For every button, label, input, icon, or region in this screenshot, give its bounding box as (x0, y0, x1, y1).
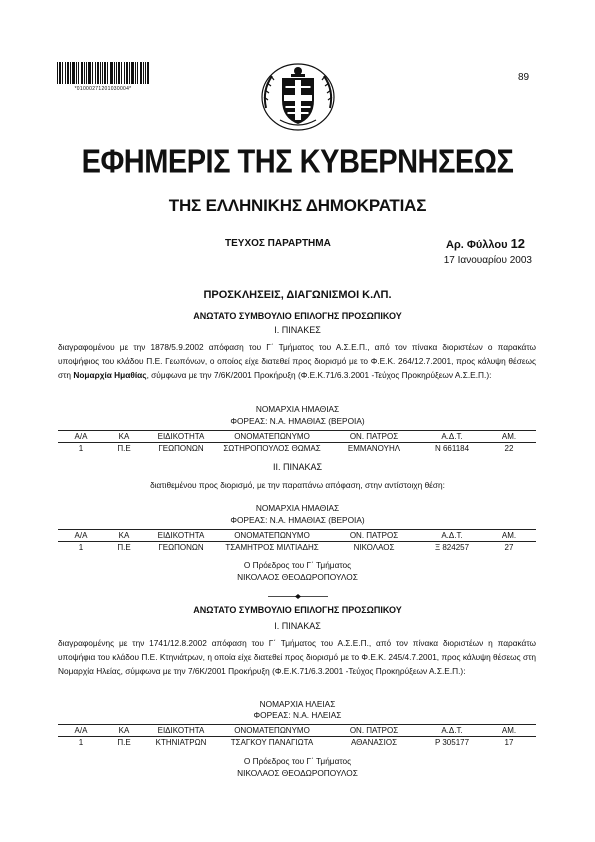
table-header-row (58, 530, 536, 542)
list-title: Ι. ΠΙΝΑΚΕΣ (274, 325, 321, 335)
col-header: ΑΜ. (482, 431, 536, 443)
cell: ΕΜΜΑΝΟΥΗΛ (347, 444, 401, 453)
cell: ΝΙΚΟΛΑΟΣ (353, 543, 395, 552)
cell: 22 (504, 444, 514, 453)
notice-paragraph: διατιθεμένου προς διορισμό, με την παραπάνω απόφαση, στην αντίστοιχη θέση: (150, 480, 445, 490)
table-header-row (58, 725, 536, 737)
col-header: ΟΝΟΜΑΤΕΠΩΝΥΜΟ (218, 530, 326, 542)
cell: Π.Ε (117, 543, 131, 552)
prefecture-name: ΝΟΜΑΡΧΙΑ ΗΛΕΙΑΣ (259, 699, 336, 709)
barcode-number: *01000271201030004* (74, 86, 132, 92)
cell: 27 (504, 543, 514, 552)
col-header: ΟΝ. ΠΑΤΡΟΣ (326, 431, 422, 443)
cell: Ν 661184 (434, 444, 470, 453)
col-header: ΕΙΔΙΚΟΤΗΤΑ (144, 431, 218, 443)
barcode (57, 62, 149, 84)
list-title: ΙΙ. ΠΙΝΑΚΑΣ (272, 462, 323, 472)
col-header: ΟΝ. ΠΑΤΡΟΣ (326, 725, 422, 737)
col-header: Α.Δ.Τ. (422, 725, 482, 737)
signature-name: ΝΙΚΟΛΑΟΣ ΘΕΟΔΩΡΟΠΟΥΛΟΣ (237, 768, 358, 778)
col-header: ΚΑ (104, 530, 144, 542)
table-row (58, 737, 536, 749)
sheet-label: Αρ. Φύλλου (446, 239, 508, 251)
cell: ΓΕΩΠΟΝΩΝ (158, 444, 204, 453)
col-header: ΑΜ. (482, 725, 536, 737)
col-header: Α.Δ.Τ. (422, 431, 482, 443)
agency-name: ΦΟΡΕΑΣ: Ν.Α. ΗΜΑΘΙΑΣ (ΒΕΡΟΙΑ) (230, 515, 365, 525)
signature-role: Ο Πρόεδρος του Γ΄ Τμήματος (243, 560, 352, 570)
cell: ΓΕΩΠΟΝΩΝ (158, 543, 204, 552)
col-header: ΕΙΔΙΚΟΤΗΤΑ (144, 530, 218, 542)
cell: ΑΘΑΝΑΣΙΟΣ (350, 738, 398, 747)
section-heading: ΠΡΟΣΚΛΗΣΕΙΣ, ΔΙΑΓΩΝΙΣΜΟΙ Κ.ΛΠ. (203, 289, 392, 301)
notice-paragraph: διαγραφομένης με την 1741/12.8.2002 απόφαση του Γ΄ Τμήματος του Α.Σ.Ε.Π., από τον πίνακα διοριστέων η παρακάτω υποψήφια του κλάδου Π.Ε. Κτηνιάτρων, η οποία είχε διατεθεί προς διορισμό με το Φ.Ε.Κ. 245/4.7.2001, προς κάλυψη θέσεως στη Νομαρχία Ηλείας, σύμφωνα με την 7/6Κ/2001 Προκήρυξη (Φ.Ε.Κ.71/6.3.2001 -Τεύχος Προκηρύξεων Α.Σ.Ε.Π.): (58, 638, 536, 676)
board-heading: ΑΝΩΤΑΤΟ ΣΥΜΒΟΥΛΙΟ ΕΠΙΛΟΓΗΣ ΠΡΟΣΩΠΙΚΟΥ (193, 311, 402, 321)
agency-name: ΦΟΡΕΑΣ: Ν.Α. ΗΛΕΙΑΣ (253, 710, 342, 720)
signature-role: Ο Πρόεδρος του Γ΄ Τμήματος (243, 756, 352, 766)
prefecture-name: ΝΟΜΑΡΧΙΑ ΗΜΑΘΙΑΣ (255, 503, 340, 513)
sheet-number (446, 236, 525, 251)
agency-name: ΦΟΡΕΑΣ: Ν.Α. ΗΜΑΘΙΑΣ (ΒΕΡΟΙΑ) (230, 416, 365, 426)
cell: 1 (78, 543, 84, 552)
table-header-row (58, 431, 536, 443)
appointee-table (58, 529, 536, 553)
issue-date: 17 Ιανουαρίου 2003 (443, 255, 532, 266)
prefecture-highlight: Νομαρχία Ημαθίας (73, 370, 147, 380)
paragraph-text: , σύμφωνα με την 7/6Κ/2001 Προκήρυξη (Φ.Ε.Κ.71/6.3.2001 -Τεύχος Προκηρύξεων Α.Σ.Ε.Π.): (146, 370, 492, 380)
col-header: ΟΝΟΜΑΤΕΠΩΝΥΜΟ (218, 725, 326, 737)
col-header: Α.Δ.Τ. (422, 530, 482, 542)
col-header: ΑΜ. (482, 530, 536, 542)
cell: ΣΩΤΗΡΟΠΟΥΛΟΣ ΘΩΜΑΣ (223, 444, 321, 453)
appointee-table (58, 724, 536, 748)
appointee-table (58, 430, 536, 454)
col-header: ΚΑ (104, 431, 144, 443)
cell: ΤΣΑΓΚΟΥ ΠΑΝΑΓΙΩΤΑ (230, 738, 314, 747)
issue-type: ΤΕΥΧΟΣ ΠΑΡΑΡΤΗΜΑ (225, 238, 331, 249)
prefecture-name: ΝΟΜΑΡΧΙΑ ΗΜΑΘΙΑΣ (255, 404, 340, 414)
gazette-title: ΕΦΗΜΕΡΙΣ ΤΗΣ ΚΥΒΕΡΝΗΣΕΩΣ (81, 143, 514, 181)
cell: Ξ 824257 (434, 543, 470, 552)
signature-name: ΝΙΚΟΛΑΟΣ ΘΕΟΔΩΡΟΠΟΥΛΟΣ (237, 572, 358, 582)
cell: ΤΣΑΜΗΤΡΟΣ ΜΙΛΤΙΑΔΗΣ (225, 543, 319, 552)
col-header: ΟΝ. ΠΑΤΡΟΣ (326, 530, 422, 542)
gazette-subtitle: ΤΗΣ ΕΛΛΗΝΙΚΗΣ ΔΗΜΟΚΡΑΤΙΑΣ (168, 196, 427, 215)
cell: Π.Ε (117, 738, 131, 747)
table-row (58, 542, 536, 554)
cell: ΚΤΗΝΙΑΤΡΩΝ (155, 738, 207, 747)
cell: Ρ 305177 (434, 738, 470, 747)
col-header: ΕΙΔΙΚΟΤΗΤΑ (144, 725, 218, 737)
table-row (58, 443, 536, 455)
col-header: Α/Α (58, 725, 104, 737)
col-header: ΟΝΟΜΑΤΕΠΩΝΥΜΟ (218, 431, 326, 443)
cell: 1 (78, 738, 84, 747)
list-title: Ι. ΠΙΝΑΚΑΣ (274, 621, 321, 631)
paragraph-text: διαγραφομένου με την 1878/5.9.2002 απόφαση του Γ΄ Τμήματος του Α.Σ.Ε.Π., από τον πίνακα διοριστέων ο παρακάτω υποψήφιος του κλάδου Π.Ε. Γεωπόνων, ο οποίος είχε διατεθεί προς διορισμό με το Φ.Ε.Κ. 264/12.7.2001, προς κάλυψη θέσεως στη (58, 342, 536, 380)
page-number: 89 (518, 72, 530, 83)
cell: 17 (504, 738, 514, 747)
section-divider (268, 594, 328, 599)
cell: 1 (78, 444, 84, 453)
col-header: ΚΑ (104, 725, 144, 737)
sheet-number-value: 12 (510, 236, 526, 251)
coat-of-arms-emblem (258, 60, 338, 132)
notice-paragraph (58, 340, 536, 382)
cell: Π.Ε (117, 444, 131, 453)
board-heading: ΑΝΩΤΑΤΟ ΣΥΜΒΟΥΛΙΟ ΕΠΙΛΟΓΗΣ ΠΡΟΣΩΠΙΚΟΥ (193, 605, 402, 615)
col-header: Α/Α (58, 530, 104, 542)
col-header: Α/Α (58, 431, 104, 443)
